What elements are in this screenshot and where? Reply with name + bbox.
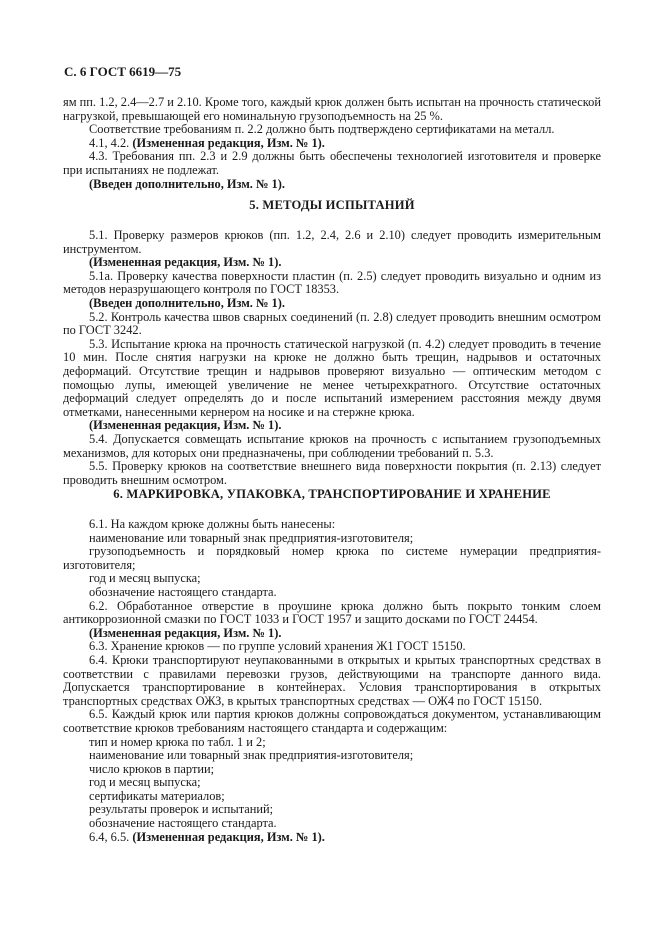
section-6-paragraph bbox=[63, 817, 601, 831]
section-6-paragraph bbox=[63, 736, 601, 750]
paragraph-text: 5.1. Проверку размеров крюков (пп. 1.2, 2.4, 2.6 и 2.10) следует проводить измерительным инструментом. bbox=[63, 228, 601, 256]
paragraph-text: результаты проверок и испытаний; bbox=[89, 802, 274, 817]
paragraph-text: наименование или товарный знак предприятия-изготовителя; bbox=[89, 530, 414, 545]
section-6-paragraph bbox=[63, 600, 601, 627]
paragraph-text: 6.4. Крюки транспортируют неупакованными в открытых и крытых транспортных средствах в соответствии с правилами перевозки грузов, действующими на транспорте данного вида. Допускается транспортирование в контейнерах. Условия транспортирования в открытых транспортных средствах ОЖЗ, в крытых транспортных средствах — ОЖ4 по ГОСТ 15150. bbox=[63, 652, 601, 708]
section-6-paragraph bbox=[63, 790, 601, 804]
paragraph-text: 4.1, 4.2. bbox=[89, 135, 130, 150]
section-6-paragraph bbox=[63, 545, 601, 572]
section-5-paragraph bbox=[63, 270, 601, 297]
section-6-paragraph bbox=[63, 708, 601, 735]
section-5-paragraph bbox=[63, 297, 601, 311]
intro-block bbox=[63, 96, 601, 191]
section-5-title: 5. МЕТОДЫ ИСПЫТАНИЙ bbox=[249, 198, 415, 212]
section-6-body bbox=[63, 518, 601, 844]
amendment-note: (Измененная редакция, Изм. № 1). bbox=[132, 135, 325, 150]
paragraph bbox=[63, 123, 601, 137]
paragraph-text: 5.5. Проверку крюков на соответствие внешнего вида поверхности покрытия (п. 2.13) следует проводить внешним осмотром. bbox=[63, 459, 601, 487]
paragraph-text: 5.3. Испытание крюка на прочность статической нагрузкой (п. 4.2) следует проводить в течение 10 мин. После снятия нагрузки на крюке не должно быть трещин, надрывов и остаточных деформаций. Отсутствие трещин и надрывов проверяют визуально — оптическим методом с помощью лупы, имеющей увеличение не менее четырехкратного. Отсутствие остаточных деформаций следует определять до и после испытаний измерением расстояния между двумя отметками, нанесенными кернером на носике и на стержне крюка. bbox=[63, 336, 601, 419]
section-6-paragraph bbox=[63, 776, 601, 790]
paragraph-text: обозначение настоящего стандарта. bbox=[89, 584, 277, 599]
paragraph-text: 5.4. Допускается совмещать испытание крюков на прочность с испытанием грузоподъемных механизмов, для которых они предназначены, при соблюдении требований п. 5.3. bbox=[63, 431, 601, 460]
page-header: С. 6 ГОСТ 6619—75 bbox=[64, 64, 182, 79]
section-6-paragraph bbox=[63, 640, 601, 654]
paragraph-text: 6.2. Обработанное отверстие в проушине крюка должно быть покрыто тонким слоем антикоррозионной смазки по ГОСТ 1033 и ГОСТ 1957 и защито досками по ГОСТ 24454. bbox=[63, 598, 601, 627]
paragraph-text: грузоподъемность и порядковый номер крюка по системе нумерации предприятия-изготовителя; bbox=[63, 544, 601, 572]
section-6-paragraph bbox=[63, 627, 601, 641]
section-5-paragraph bbox=[63, 338, 601, 420]
paragraph bbox=[63, 137, 601, 151]
section-6-paragraph bbox=[63, 803, 601, 817]
paragraph-text: (Измененная редакция, Изм. № 1). bbox=[89, 255, 282, 270]
section-5-paragraph bbox=[63, 229, 601, 256]
paragraph-text: ям пп. 1.2, 2.4—2.7 и 2.10. Кроме того, каждый крюк должен быть испытан на прочность статической нагрузкой, превышающей его номинальную грузоподъемность на 25 %. bbox=[63, 95, 601, 123]
section-5-paragraph bbox=[63, 460, 601, 487]
section-6-paragraph bbox=[63, 572, 601, 586]
paragraph bbox=[63, 178, 601, 192]
paragraph-text: год и месяц выпуска; bbox=[89, 571, 201, 586]
paragraph-text: число крюков в партии; bbox=[89, 761, 215, 776]
paragraph-text: (Измененная редакция, Изм. № 1). bbox=[89, 418, 282, 433]
paragraph-text: 6.4, 6.5. bbox=[89, 829, 130, 844]
section-6-paragraph bbox=[63, 586, 601, 600]
paragraph-text: тип и номер крюка по табл. 1 и 2; bbox=[89, 734, 266, 749]
section-6-paragraph bbox=[63, 518, 601, 532]
paragraph-text: (Введен дополнительно, Изм. № 1). bbox=[89, 295, 285, 310]
paragraph-text: 4.3. Требования пп. 2.3 и 2.9 должны быть обеспечены технологией изготовителя и проверке при испытаниях не подлежат. bbox=[63, 149, 601, 177]
paragraph bbox=[63, 150, 601, 177]
paragraph-text: 5.1а. Проверку качества поверхности пластин (п. 2.5) следует проводить визуально и одним из методов неразрушающего контроля по ГОСТ 18353. bbox=[63, 268, 601, 297]
section-5-body bbox=[63, 229, 601, 487]
paragraph-text: 6.3. Хранение крюков — по группе условий хранения Ж1 ГОСТ 15150. bbox=[89, 639, 466, 654]
amendment-note: (Измененная редакция, Изм. № 1). bbox=[132, 829, 325, 844]
paragraph-text: сертификаты материалов; bbox=[89, 788, 225, 803]
section-5-paragraph bbox=[63, 311, 601, 338]
paragraph-text: 6.1. На каждом крюке должны быть нанесены: bbox=[89, 517, 336, 531]
paragraph-text: обозначение настоящего стандарта. bbox=[89, 816, 277, 831]
paragraph-text: (Измененная редакция, Изм. № 1). bbox=[89, 625, 282, 640]
section-6-paragraph bbox=[63, 532, 601, 546]
section-6-paragraph bbox=[63, 749, 601, 763]
section-6-title: 6. МАРКИРОВКА, УПАКОВКА, ТРАНСПОРТИРОВАНИЕ И ХРАНЕНИЕ bbox=[113, 487, 551, 501]
paragraph-text: год и месяц выпуска; bbox=[89, 775, 201, 790]
paragraph bbox=[63, 96, 601, 123]
section-6-paragraph bbox=[63, 654, 601, 708]
section-5-paragraph bbox=[63, 419, 601, 433]
paragraph-text: Соответствие требованиям п. 2.2 должно быть подтверждено сертификатами на металл. bbox=[89, 122, 555, 137]
section-6-paragraph bbox=[63, 763, 601, 777]
section-5-heading-wrap bbox=[63, 199, 601, 213]
section-5-paragraph bbox=[63, 433, 601, 460]
paragraph-text: 5.2. Контроль качества швов сварных соединений (п. 2.8) следует проводить внешним осмотром по ГОСТ 3242. bbox=[63, 309, 601, 338]
section-6-paragraph bbox=[63, 831, 601, 845]
paragraph-text: (Введен дополнительно, Изм. № 1). bbox=[89, 176, 285, 191]
section-5-paragraph bbox=[63, 256, 601, 270]
paragraph-text: наименование или товарный знак предприятия-изготовителя; bbox=[89, 748, 414, 763]
section-6-heading-wrap bbox=[63, 488, 601, 502]
paragraph-text: 6.5. Каждый крюк или партия крюков должны сопровождаться документом, устанавливающим соответствие крюков требованиям настоящего стандарта и содержащим: bbox=[63, 707, 601, 735]
